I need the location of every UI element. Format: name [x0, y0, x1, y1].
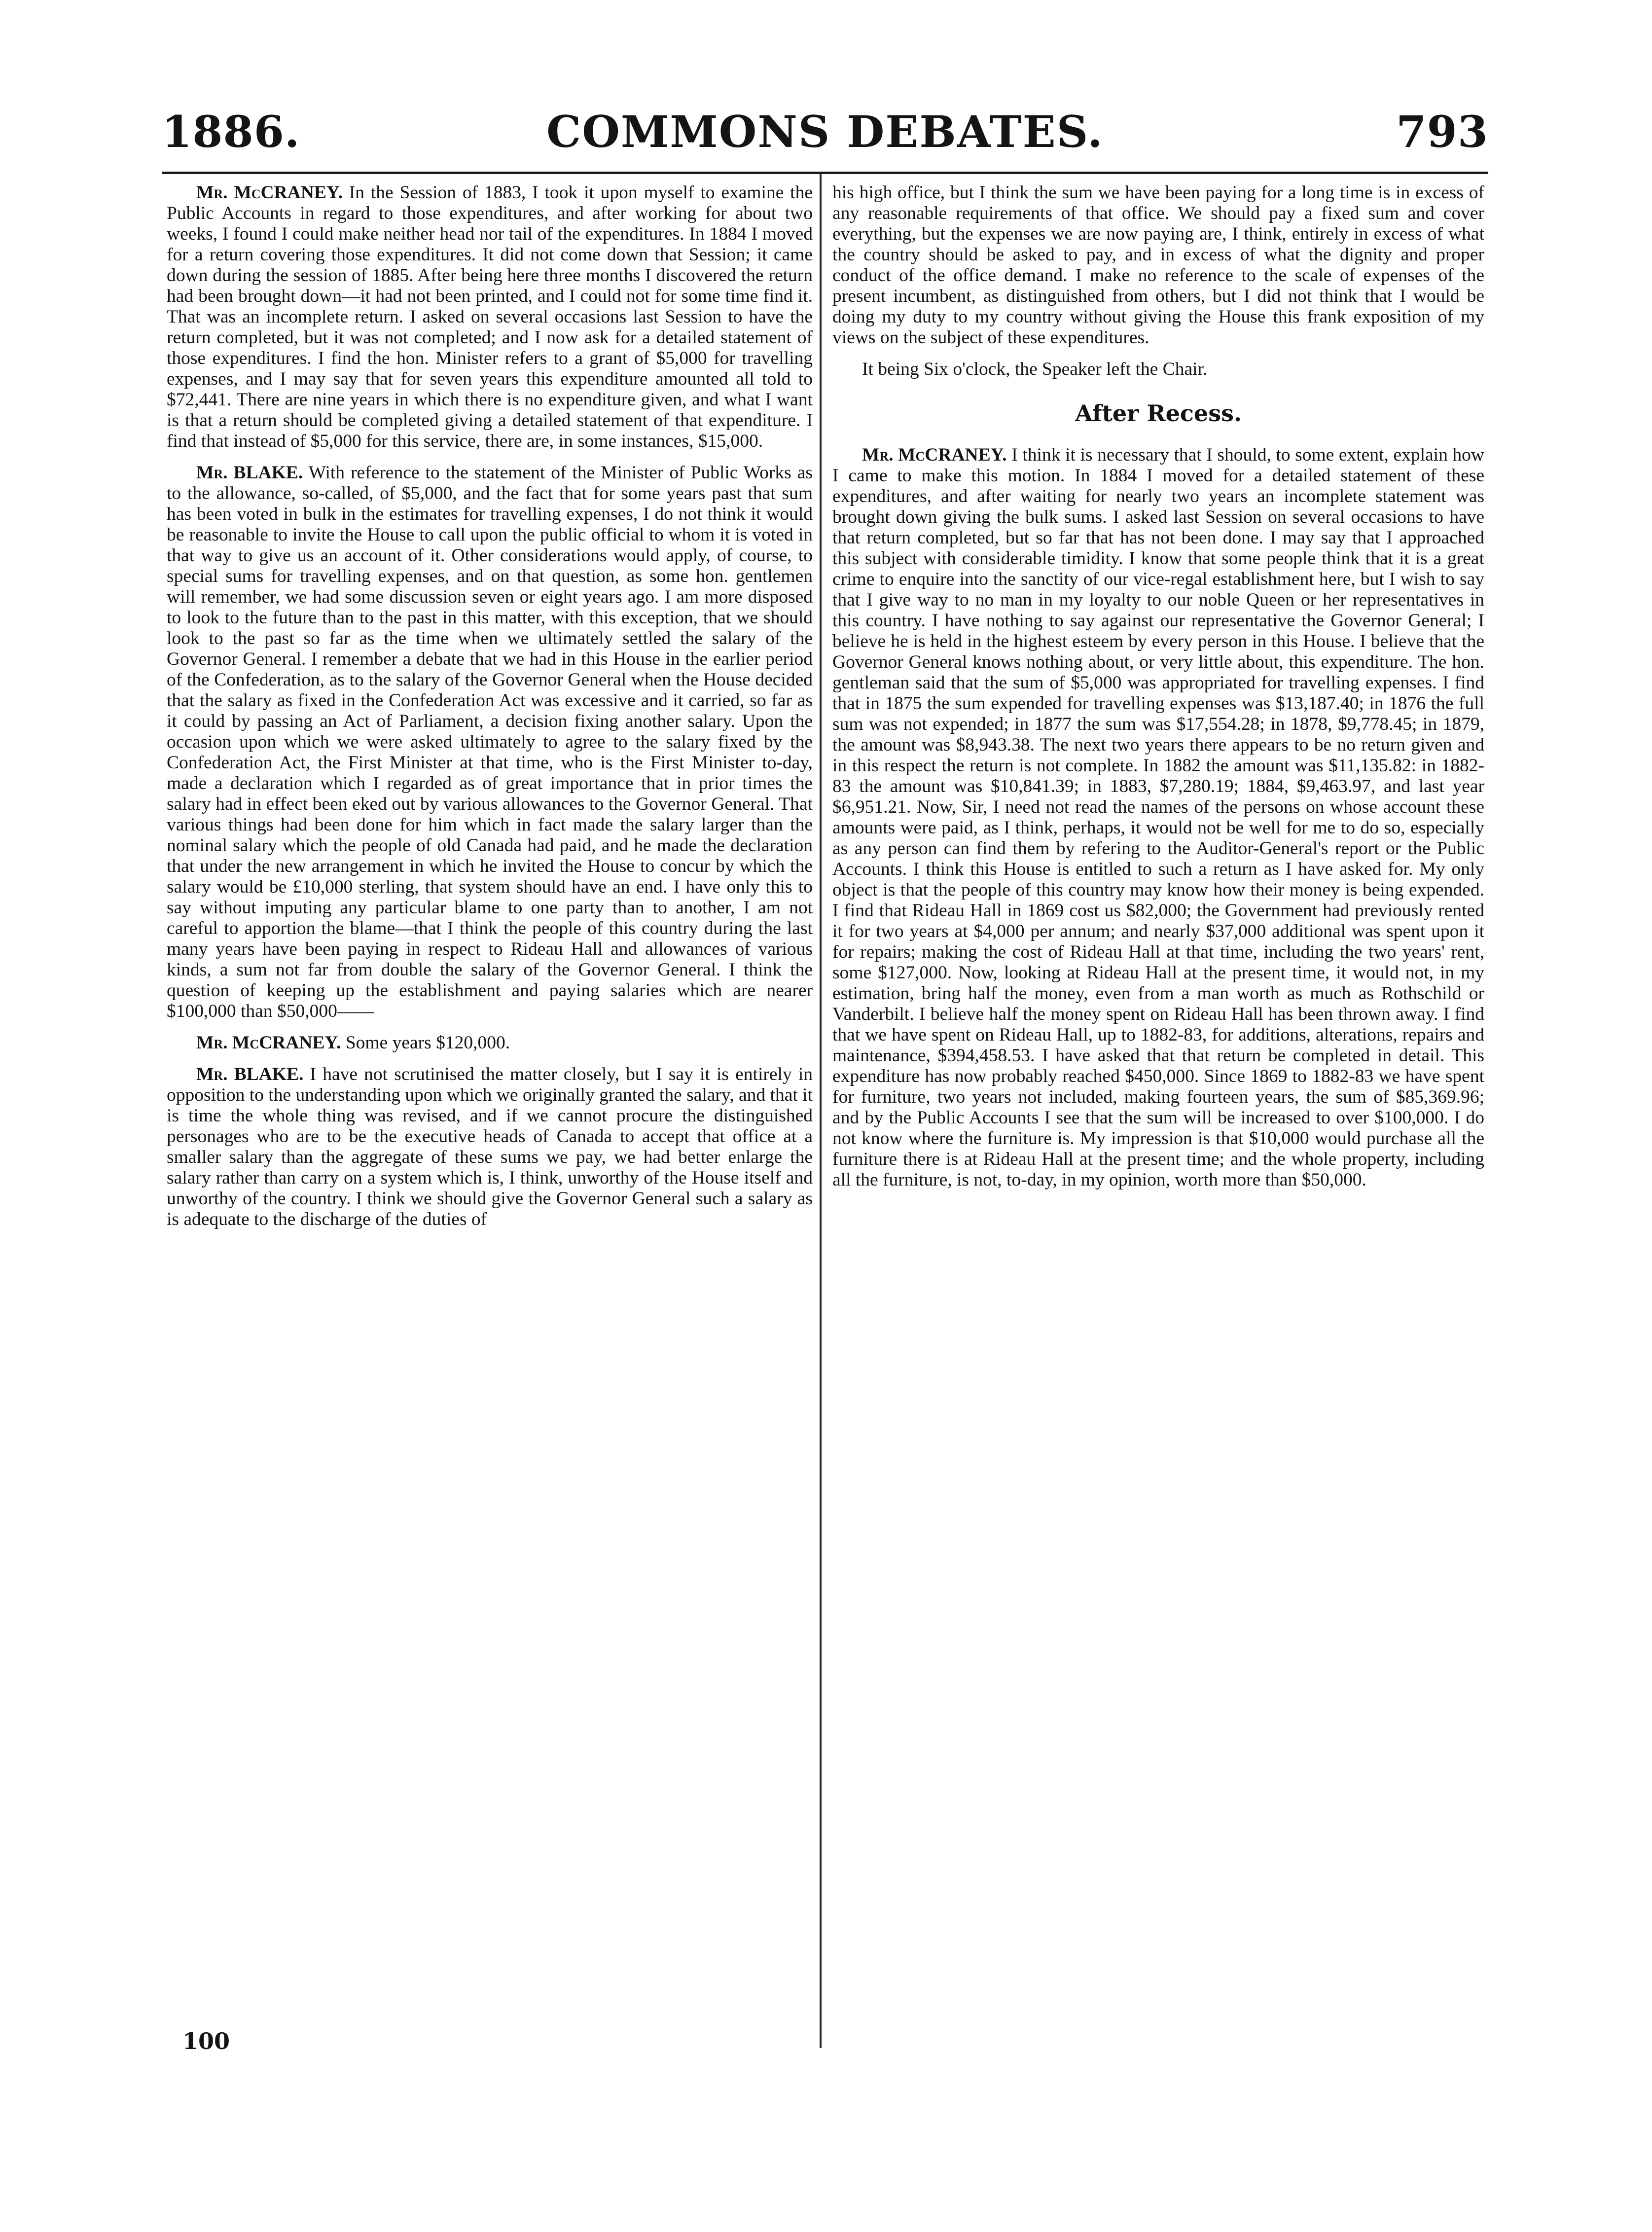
recess-note: It being Six o'clock, the Speaker left the Chair. — [862, 359, 1208, 379]
speech-text: I think it is necessary that I should, to some extent, explain how I came to make this motion. In 1884 I moved for a detailed statement of these expenditures, and after waiting for nearly two years an incomplete statement was brought down giving the bulk sums. I asked last Session on several occasions to have that return completed, but so far that has not been done. I may say that I approached this subject with considerable timidity. I know that some people think that it is a great crime to enquire into the sanctity of our vice-regal establishment here, but I wish to say that I give way to no man in my loyalty to our noble Queen or her representatives in this country. I have nothing to say against our representative the Governor General; I believe he is held in the highest esteem by every person in this House. I believe that the Governor General knows nothing about, or very little about, this expenditure. The hon. gentleman said that the sum of $5,000 was appropriated for travelling expenses. I find that in 1875 the sum expended for travelling expenses was $13,187.40; in 1876 the full sum was not expended; in 1877 the sum was $17,554.28; in 1878, $9,778.45; in 1879, the amount was $8,943.38. The next two years there appears to be no return given and in this respect the return is not complete. In 1882 the amount was $11,135.82: in 1882-83 the amount was $10,841.39; in 1883, $7,280.19; 1884, $9,463.97, and last year $6,951.21. Now, Sir, I need not read the names of the persons on whose account these amounts were paid, as I think, perhaps, it would not be well for me to do so, especially as any person can find them by refering to the Auditor-General's report or the Public Accounts. I think this House is entitled to such a return as I have asked for. My only object is that the people of this country may know how their money is being expended. I find that Rideau Hall in 1869 cost us $82,000; the Government had previously rented it for two years at $4,000 per annum; and nearly $37,000 additional was spent upon it for repairs; making the cost of Rideau Hall at that time, including the two years' rent, some $127,000. Now, looking at Rideau Hall at the present time, it would not, in my estimation, bring half the money, even from a man worth as much as Rothschild or Vanderbilt. I believe half the money spent on Rideau Hall has been thrown away. I find that we have spent on Rideau Hall, up to 1882-83, for additions, alterations, repairs and maintenance, $394,458.53. I have asked that that return be completed in detail. This expenditure has now probably reached $450,000. Since 1869 to 1882-83 we have spent for furniture, two years not included, making fourteen years, the sum of $85,369.96; and by the Public Accounts I see that the sum will be increased to over $100,000. I do not know where the furniture is. My impression is that $10,000 would purchase all the furniture there is at Rideau Hall at the present time; and the whole property, including all the furniture, is not, to-day, in my opinion, worth more than $50,000. — [832, 445, 1484, 1190]
page-header — [162, 105, 1488, 169]
speaker-name: Mr. McCRANEY. — [196, 1033, 341, 1053]
speech-text: With reference to the statement of the Minister of Public Works as to the allowance, so-called, of $5,000, and the fact that for some years past that sum has been voted in bulk in the estimates for travelling expenses, I do not think it would be reasonable to invite the House to call upon the public official to whom it is voted in that way to give us an account of it. Other considerations would apply, of course, to special sums for travelling expenses, and on that question, as some hon. gentlemen will remember, we had some discussion seven or eight years ago. I am more disposed to look to the future than to the past in this matter, with this exception, that we should look to the past so far as the time when we ultimately settled the salary of the Governor General. I remember a debate that we had in this House in the earlier period of the Confederation, as to the salary of the Governor General when the House decided that the salary as fixed in the Confederation Act was excessive and it carried, so far as it could by passing an Act of Parliament, a decision fixing another salary. Upon the occasion upon which we were asked ultimately to agree to the salary fixed by the Confederation Act, the First Minister at that time, who is the First Minister to-day, made a declaration which I regarded as of great importance that in prior times the salary had in effect been eked out by various allowances to the Governor General. That various things had been done for him which in fact made the salary larger than the nominal salary which the people of old Canada had paid, and he made the declaration that under the new arrangement in which he invited the House to concur by which the salary would be £10,000 sterling, that system should have an end. I have only this to say without imputing any particular blame to one party than to another, I am not careful to apportion the blame—that I think the people of this country during the last many years have been paying in respect to Rideau Hall and allowances of various kinds, a sum not far from double the salary of the Governor General. I think the question of keeping up the establishment and paying salaries which are nearer $100,000 than $50,000—— — [167, 463, 813, 1021]
speaker-name: Mr. McCRANEY. — [196, 182, 343, 203]
header-year: 1886. — [162, 106, 300, 157]
speech-text: Some years $120,000. — [345, 1033, 510, 1053]
speaker-name: Mr. BLAKE. — [196, 463, 303, 483]
speech-paragraph — [167, 1033, 813, 1053]
speaker-name: Mr. McCRANEY. — [862, 445, 1007, 465]
header-page-number: 793 — [1396, 106, 1488, 157]
speech-paragraph — [167, 463, 813, 1022]
section-subheading: After Recess. — [1075, 400, 1242, 427]
speech-paragraph — [167, 1064, 813, 1230]
left-column — [167, 182, 813, 1241]
continued-paragraph: his high office, but I think the sum we have been paying for a long time is in excess of any reasonable requirements of that office. We should pay a fixed sum and cover everything, but the expenses we are now paying are, I think, entirely in excess of what the country should be asked to pay, and in excess of what the dignity and proper conduct of the office demand. I make no reference to the scale of expenses of the present incumbent, as distinguished from others, but I did not think that I would be doing my duty to my country without giving the House this frank exposition of my views on the subject of these expenditures. — [832, 182, 1484, 348]
header-title: COMMONS DEBATES. — [546, 106, 1104, 157]
speech-text: I have not scrutinised the matter closely, but I say it is entirely in opposition to the understanding upon which we originally granted the salary, and that it is time the whole thing was revised, and if we cannot procure the distinguished personages who are to be the executive heads of Canada to accept that office at a smaller salary than the aggregate of these sums we pay, we had better enlarge the salary rather than carry on a system which is, I think, unworthy of the House itself and unworthy of the country. I think we should give the Governor General such a salary as is adequate to the discharge of the duties of — [167, 1064, 813, 1229]
column-divider — [820, 174, 822, 2048]
speech-paragraph — [167, 182, 813, 452]
speaker-name: Mr. BLAKE. — [196, 1064, 304, 1084]
header-rule — [162, 172, 1488, 174]
signature-mark: 100 — [182, 2028, 230, 2054]
speech-text: In the Session of 1883, I took it upon myself to examine the Public Accounts in regard to those expenditures, and after working for about two weeks, I found I could make neither head nor tail of the expenditures. In 1884 I moved for a return covering those expenditures. It did not come down that Session; it came down during the session of 1885. After being here three months I discovered the return had been brought down—it had not been printed, and I could not for some time find it. That was an incomplete return. I asked on several occasions last Session to have the return completed, but it was not completed; and I now ask for a detailed statement of those expenditures. I find the hon. Minister refers to a grant of $5,000 for travelling expenses, and I may say that for seven years this expenditure amounted all told to $72,441. There are nine years in which there is no expenditure given, and what I want is that a return should be completed giving a detailed statement of that expenditure. I find that instead of $5,000 for this service, there are, in some instances, $15,000. — [167, 182, 813, 451]
right-column — [832, 182, 1484, 1201]
speech-paragraph — [832, 445, 1484, 1190]
